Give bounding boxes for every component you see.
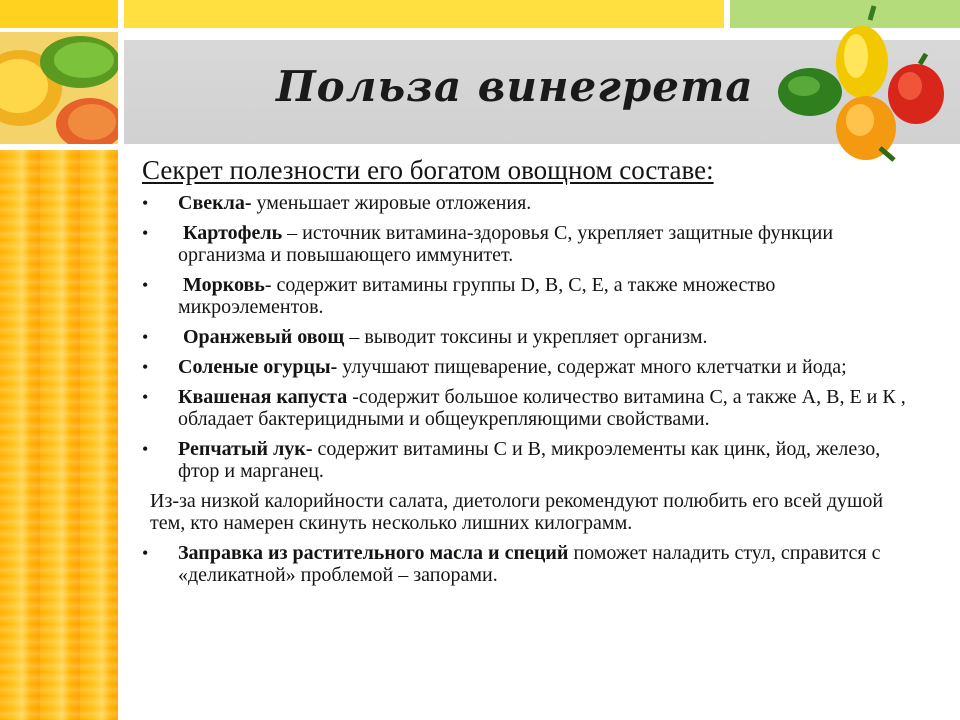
item-text: улучшают пищеварение, содержат много клетчатки и йода; xyxy=(337,356,847,378)
bullet-icon: • xyxy=(142,327,149,347)
list-item xyxy=(140,542,920,586)
bullet-icon: • xyxy=(142,193,149,213)
bullet-icon: • xyxy=(142,543,149,563)
item-term: Оранжевый овощ xyxy=(183,326,345,348)
top-strip-yellow-left xyxy=(0,0,118,28)
left-band-texture xyxy=(0,150,118,720)
item-text: уменьшает жировые отложения. xyxy=(251,192,532,214)
bullet-icon: • xyxy=(142,275,149,295)
item-term: Заправка из растительного масла и специй xyxy=(178,542,569,564)
slide-subtitle: Секрет полезности его богатом овощном составе: xyxy=(142,155,714,185)
item-text: -содержит большое количество витамина С, а также А, В, Е и К , обладает бактерицидными и общеукрепляющими свойствами. xyxy=(178,386,906,430)
bullet-icon: • xyxy=(142,223,149,243)
diet-note: Из-за низкой калорийности салата, диетологи рекомендуют полюбить его всей душой тем, кто намерен скинуть несколько лишних килограмм. xyxy=(150,490,884,534)
top-strip-yellow-main xyxy=(124,0,724,28)
list-item xyxy=(140,192,920,214)
bullet-icon: • xyxy=(142,439,149,459)
citrus-fruit-image xyxy=(0,32,118,144)
item-text: - содержит витамины группы D, В, С, Е, а также множество микроэлементов. xyxy=(178,274,776,318)
bullet-icon: • xyxy=(142,357,149,377)
slide-title: Польза винегрета xyxy=(276,62,754,111)
bell-peppers-image xyxy=(770,0,960,170)
slide-content xyxy=(140,154,920,594)
item-text: поможет наладить стул, справится с «деликатной» проблемой – запорами. xyxy=(178,542,881,586)
list-item xyxy=(140,326,920,348)
item-text: – выводит токсины и укрепляет организм. xyxy=(344,326,708,348)
item-term: Соленые огурцы- xyxy=(178,356,338,378)
item-text: содержит витамины С и В, микроэлементы как цинк, йод, железо, фтор и марганец. xyxy=(178,438,881,482)
list-item xyxy=(140,274,920,318)
benefits-list xyxy=(140,192,920,482)
list-item xyxy=(140,438,920,482)
list-item xyxy=(140,386,920,430)
list-item xyxy=(140,356,920,378)
item-term: Квашеная капуста xyxy=(178,386,348,408)
item-term: Репчатый лук- xyxy=(178,438,313,460)
item-term: Картофель xyxy=(183,222,283,244)
list-item xyxy=(140,222,920,266)
bullet-icon: • xyxy=(142,387,149,407)
item-term: Морковь xyxy=(183,274,265,296)
item-text: – источник витамина-здоровья С, укрепляет защитные функции организма и повышающего иммунитет. xyxy=(178,222,834,266)
benefits-list-extra xyxy=(140,542,920,586)
item-term: Свекла- xyxy=(178,192,252,214)
